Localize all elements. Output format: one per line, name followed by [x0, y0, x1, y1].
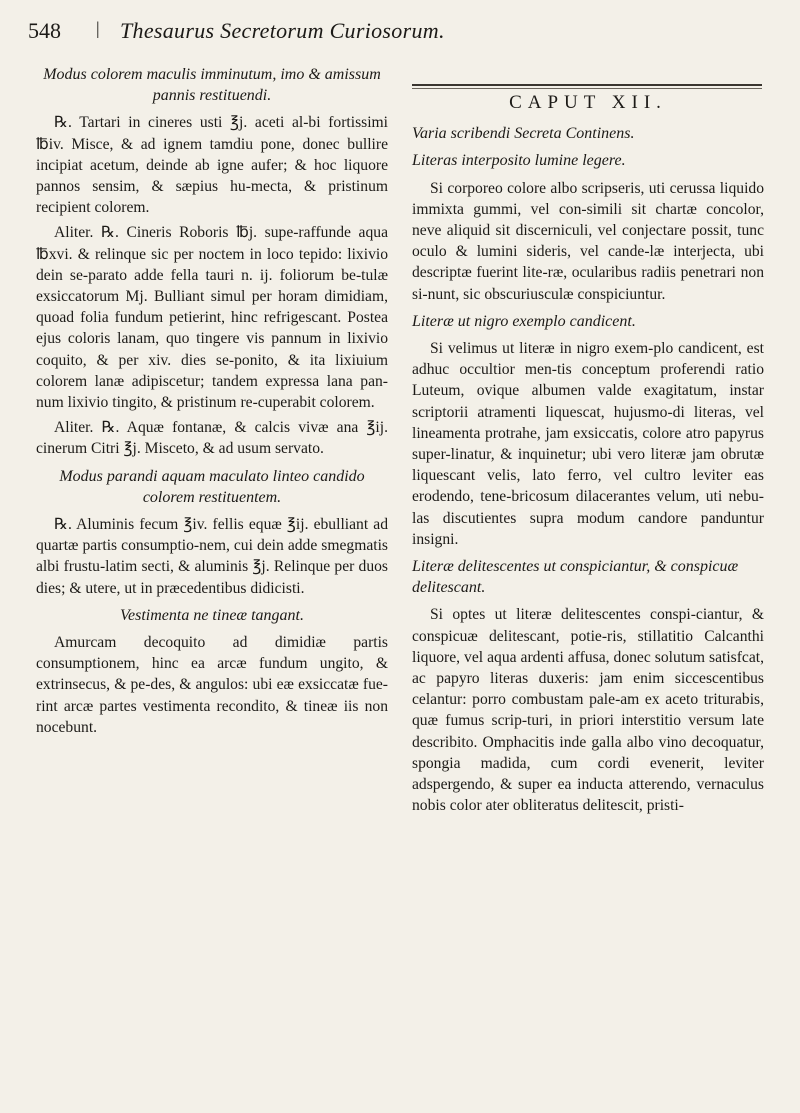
chapter-title: CAPUT XII. — [509, 92, 667, 113]
paragraph: Si velimus ut literæ in nigro exem-plo candicent, est adhuc occultior men-tis conceptum proferendi ratio Luteum, ovique albumen valde exagitatum, instar scriptorii atramenti liquescat, hujusmo-di literas, vel lineamenta protrahe, jam exsiccatis, colore atro papyrus super-linatur, & inquinetur; ubi vero literæ jam obrutæ liquescant velis, lato ferro, vel cultro leviter eas erodendo, tene-bricosum dilacerantes velum, uti nebu-las discutientes supra modum candore panduntur insigni. — [412, 340, 764, 548]
running-title: Thesaurus Secretorum Curiosorum. — [120, 18, 445, 43]
paragraph: ℞. Tartari in cineres usti ℥j. aceti al-bi fortissimi ℔iv. Misce, & ad ignem tamdiu pone, donec bullire incipiat acetum, deinde ab igne aufer; & hoc liquore pannos sensim, & sæpius hu-mecta, & pristinum recipient colorem. — [36, 114, 388, 217]
paragraph: Aliter. ℞. Aquæ fontanæ, & calcis vivæ ana ℥ij. cinerum Citri ℥j. Misceto, & ad usum servato. — [36, 419, 388, 458]
chapter-rule-thin — [412, 88, 762, 89]
chapter-subtitle: Varia scribendi Secreta Continens. — [412, 125, 635, 143]
paragraph: Amurcam decoquito ad dimidiæ partis consumptionem, hinc ea arcæ fundum ungito, & extrinsecus, & pe-des, & angulos: ubi eæ exsiccatæ fue-rint arcæ partes vestimenta recondito, & tineæ iis non nocebunt. — [36, 634, 388, 736]
paragraph: Aliter. ℞. Cineris Roboris ℔j. supe-raffunde aqua ℔xvi. & relinque sic per noctem in loco tepido: lixivio dein se-parato adde fella tauri n. ij. foliorum be-tulæ exsiccatorum Mj. Bulliant simul per horam dimidiam, quoad folia fundum petierint, hinc refrigescant. Postea ejus coloris lanam, quo tingere vis pannum in lixivio coquito, & per xiv. dies se-ponito, & ita lixiuium colorem lanæ adipiscetur; tandem expressa lana pan-num lixivio tingito, & pristinum re-cuperabit colorem. — [36, 224, 388, 412]
section-heading: Literas interposito lumine legere. — [412, 152, 626, 170]
section-heading: Literæ delitescentes ut conspiciantur, & conspicuæ delitescant. — [412, 558, 739, 597]
section-heading: Literæ ut nigro exemplo candicent. — [412, 312, 636, 330]
left-column — [36, 58, 388, 742]
paragraph: Si optes ut literæ delitescentes conspi-ciantur, & conspicuæ delitescant, potie-ris, stillatitio Calcanthi liquore, vel aqua ardenti affusa, donec solutum satisfcat, ac papyro literas duxeris: jam enim siccescentibus celantur: porro combustam pale-am ex aceto triturabis, quæ fumus scrip-turi, in priori interstitio versum late describito. Omphacitis inde galla albo vino decoquatur, spongia madida, cum cordi evenerit, leviter adspergendo, & super ea inducta atterendo, vernaculus nobis color ater obliteratus delitescit, pristi- — [412, 606, 764, 815]
section-heading: Modus colorem maculis imminutum, imo & amissum pannis restituendi. — [43, 66, 381, 105]
paragraph: ℞. Aluminis fecum ℥iv. fellis equæ ℥ij. ebulliant ad quartæ partis consumptio-nem, cui dein adde smegmatis albi frustu-latim secti, & aluminis ℥j. Relinque per duos dies; & utere, ut in præcedentibus didicisti. — [36, 516, 388, 597]
section-heading: Modus parandi aquam maculato linteo candido colorem restituentem. — [59, 467, 365, 506]
header-separator: | — [96, 18, 100, 38]
paragraph: Si corporeo colore albo scripseris, uti cerussa liquido immixta gummi, vel con-simili sit chartæ concolor, neve aliquid sit discerniculi, vel conjectare possit, tunc oculo & lumini sideris, vel cande-læ interjecta, ubi descriptæ fuerint lite-ræ, ocularibus radiis penetrari non si-nunt, sic obscuriusculæ conspiciuntur. — [412, 179, 764, 303]
page-number: 548 — [28, 18, 61, 43]
section-heading: Vestimenta ne tineæ tangant. — [120, 606, 304, 624]
chapter-rule — [412, 84, 762, 86]
right-column — [412, 92, 764, 821]
page-header — [28, 18, 768, 46]
